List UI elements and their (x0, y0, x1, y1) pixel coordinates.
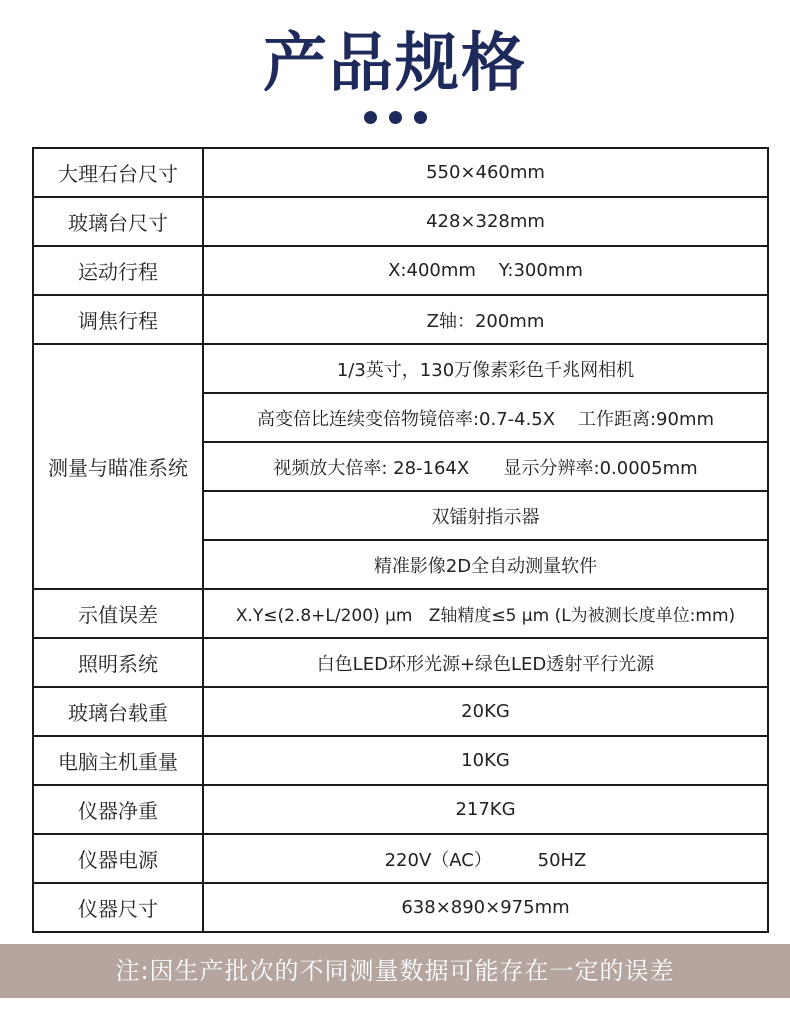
spec-value: 638×890×975mm (203, 883, 768, 932)
spec-label: 运动行程 (33, 246, 203, 295)
spec-label: 测量与瞄准系统 (33, 344, 203, 589)
dot-icon (389, 111, 402, 124)
table-row (33, 589, 768, 638)
table-row (33, 344, 768, 393)
spec-value: 1/3英寸，130万像素彩色千兆网相机 (203, 344, 768, 393)
spec-label: 照明系统 (33, 638, 203, 687)
spec-value: 220V（AC） 50HZ (203, 834, 768, 883)
spec-value: 217KG (203, 785, 768, 834)
spec-label: 电脑主机重量 (33, 736, 203, 785)
table-row (33, 883, 768, 932)
page-title: 产品规格 (263, 27, 527, 101)
dot-icon (414, 111, 427, 124)
table-row (33, 148, 768, 197)
spec-label: 仪器尺寸 (33, 883, 203, 932)
footer-note: 注:因生产批次的不同测量数据可能存在一定的误差 (0, 944, 790, 998)
spec-value: 高变倍比连续变倍物镜倍率:0.7-4.5X 工作距离:90mm (203, 393, 768, 442)
spec-value: X.Y≤(2.8+L/200) μm Z轴精度≤5 μm (L为被测长度单位:mm) (203, 589, 768, 638)
spec-value: 550×460mm (203, 148, 768, 197)
spec-value: 双镭射指示器 (203, 491, 768, 540)
spec-value: 视频放大倍率: 28-164X 显示分辨率:0.0005mm (203, 442, 768, 491)
spec-label: 示值误差 (33, 589, 203, 638)
decorative-dots (0, 111, 790, 125)
table-row (33, 736, 768, 785)
spec-value: 20KG (203, 687, 768, 736)
table-row (33, 834, 768, 883)
spec-label: 仪器净重 (33, 785, 203, 834)
spec-label: 仪器电源 (33, 834, 203, 883)
spec-label: 大理石台尺寸 (33, 148, 203, 197)
table-row (33, 295, 768, 344)
spec-label: 玻璃台尺寸 (33, 197, 203, 246)
spec-value: X:400mm Y:300mm (203, 246, 768, 295)
spec-value: 白色LED环形光源+绿色LED透射平行光源 (203, 638, 768, 687)
spec-value: 10KG (203, 736, 768, 785)
spec-value: 428×328mm (203, 197, 768, 246)
table-row (33, 638, 768, 687)
table-row (33, 246, 768, 295)
dot-icon (364, 111, 377, 124)
spec-table (32, 147, 769, 933)
table-row (33, 197, 768, 246)
table-row (33, 785, 768, 834)
spec-label: 调焦行程 (33, 295, 203, 344)
table-row (33, 687, 768, 736)
spec-value: 精准影像2D全自动测量软件 (203, 540, 768, 589)
spec-value: Z轴：200mm (203, 295, 768, 344)
spec-label: 玻璃台载重 (33, 687, 203, 736)
